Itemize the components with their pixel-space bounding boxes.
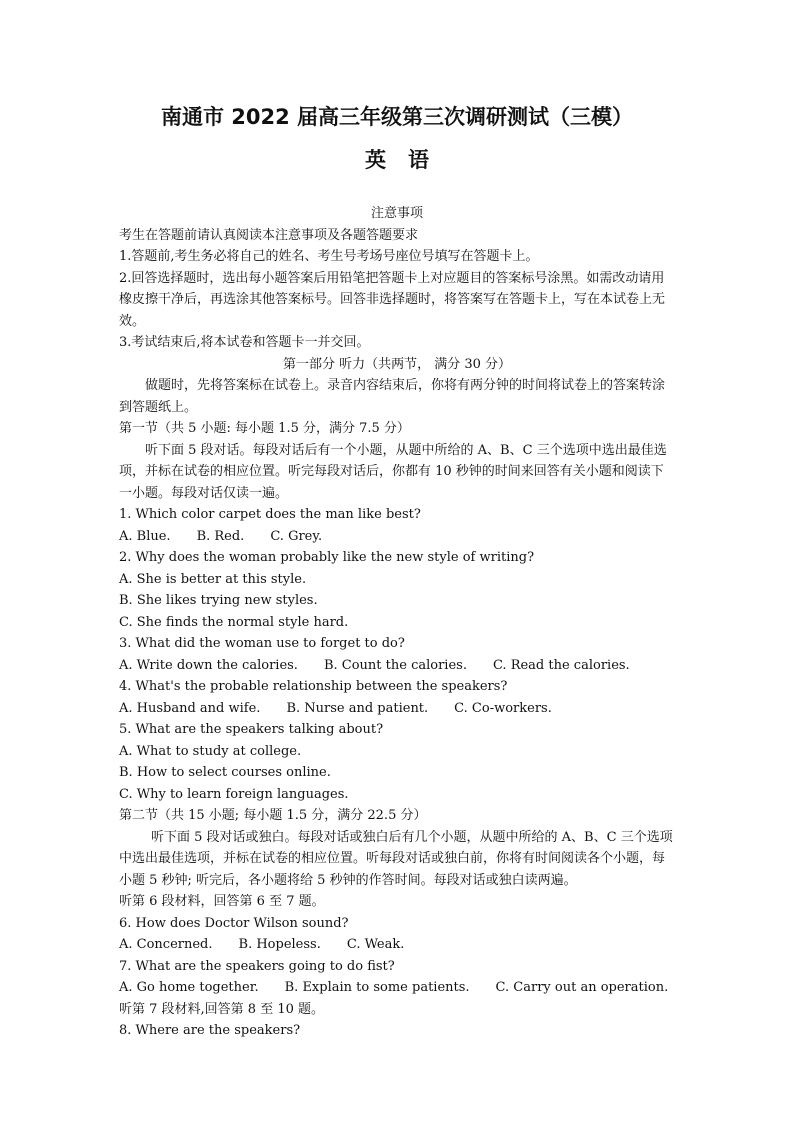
question-stem: 8. Where are the speakers?: [119, 1023, 301, 1038]
option-b: B. Explain to some patients.: [284, 980, 470, 995]
material-instruction: 听第 6 段材料，回答第 6 至 7 题。: [119, 894, 325, 909]
question-stem: 3. What did the woman use to forget to do?: [119, 636, 405, 651]
option-c: C. Grey.: [270, 528, 323, 544]
question-stem: 6. How does Doctor Wilson sound?: [119, 915, 349, 931]
option-b: B. Nurse and patient.: [286, 700, 429, 716]
option-c: C. Why to learn foreign languages.: [119, 786, 349, 802]
question-stem: 7. What are the speakers going to do fist?: [119, 958, 395, 974]
section1-heading: 第一节（共 5 小题: 每小题 1.5 分，满分 7.5 分）: [119, 421, 410, 436]
option-b: B. How to select courses online.: [119, 765, 331, 780]
material-instruction: 听第 7 段材料,回答第 8 至 10 题。: [119, 1001, 325, 1017]
notice-line: 1.答题前,考生务必将自己的姓名、考生号考场号座位号填写在答题卡上。: [119, 249, 539, 264]
question-stem: 5. What are the speakers talking about?: [119, 722, 384, 737]
option-c: C. Carry out an operation.: [495, 980, 669, 995]
notice-line: 考生在答题前请认真阅读本注意事项及各题答题要求: [119, 227, 419, 243]
option-b: B. She likes trying new styles.: [119, 593, 318, 608]
option-c: C. Read the calories.: [492, 657, 630, 673]
subject-title: 英语: [365, 148, 451, 172]
section2-heading: 第二节（共 15 小题; 每小题 1.5 分，满分 22.5 分）: [119, 808, 427, 823]
option-c: C. Co-workers.: [454, 700, 552, 716]
option-row: [119, 934, 675, 956]
exam-body: [119, 203, 675, 1042]
question-stem: 2. Why does the woman probably like the new style of writing?: [119, 550, 535, 565]
option-c: C. Weak.: [346, 937, 405, 952]
notice-heading: 注意事项: [370, 206, 423, 221]
section2-intro: 听下面 5 段对话或独白。每段对话或独白后有几个小题，从题中所给的 A、B、C 三个选项中选出最佳选项，并标在试卷的相应位置。听每段对话或独白前，你将有时间阅读各个小题，每小题 5 秒钟; 听完后，各小题将给 5 秒钟的作答时间。每段对话或独白读两遍。: [119, 829, 673, 888]
option-a: A. Blue.: [119, 528, 171, 544]
notice-line: 3.考试结束后,将本试卷和答题卡一并交回。: [119, 335, 370, 350]
option-row: [119, 526, 675, 548]
option-b: B. Count the calories.: [323, 657, 467, 673]
section1-intro: 听下面 5 段对话。每段对话后有一个小题，从题中所给的 A、B、C 三个选项中选出最佳选项，并标在试卷的相应位置。听完每段对话后，你都有 10 秒钟的时间来回答有关小题和阅读下一小题。每段对话仅读一遍。: [119, 442, 667, 501]
part1-heading: 第一部分 听力（共两节， 满分 30 分）: [282, 356, 512, 372]
option-a: A. She is better at this style.: [119, 571, 307, 587]
option-row: [119, 655, 675, 677]
option-a: A. Husband and wife.: [119, 700, 261, 716]
question-stem: 1. Which color carpet does the man like best?: [119, 507, 421, 522]
option-row: [119, 698, 675, 720]
exam-title: 南通市 2022 届高三年级第三次调研测试（三模）: [160, 105, 634, 129]
notice-line: 2.回答选择题时，选出每小题答案后用铅笔把答题卡上对应题目的答案标号涂黑。如需改动请用橡皮擦干净后，再选涂其他答案标号。回答非选择题时，将答案写在答题卡上，写在本试卷上无效。: [119, 270, 666, 329]
option-row: [119, 977, 675, 999]
option-a: A. Go home together.: [119, 980, 259, 995]
option-a: A. Write down the calories.: [119, 657, 298, 673]
option-a: A. What to study at college.: [119, 743, 302, 759]
option-b: B. Red.: [196, 528, 245, 544]
question-stem: 4. What's the probable relationship between the speakers?: [119, 679, 508, 694]
option-c: C. She finds the normal style hard.: [119, 614, 349, 630]
option-b: B. Hopeless.: [238, 937, 321, 952]
part1-intro: 做题时，先将答案标在试卷上。录音内容结束后，你将有两分钟的时间将试卷上的答案转涂到答题纸上。: [119, 378, 666, 415]
option-a: A. Concerned.: [119, 937, 213, 952]
